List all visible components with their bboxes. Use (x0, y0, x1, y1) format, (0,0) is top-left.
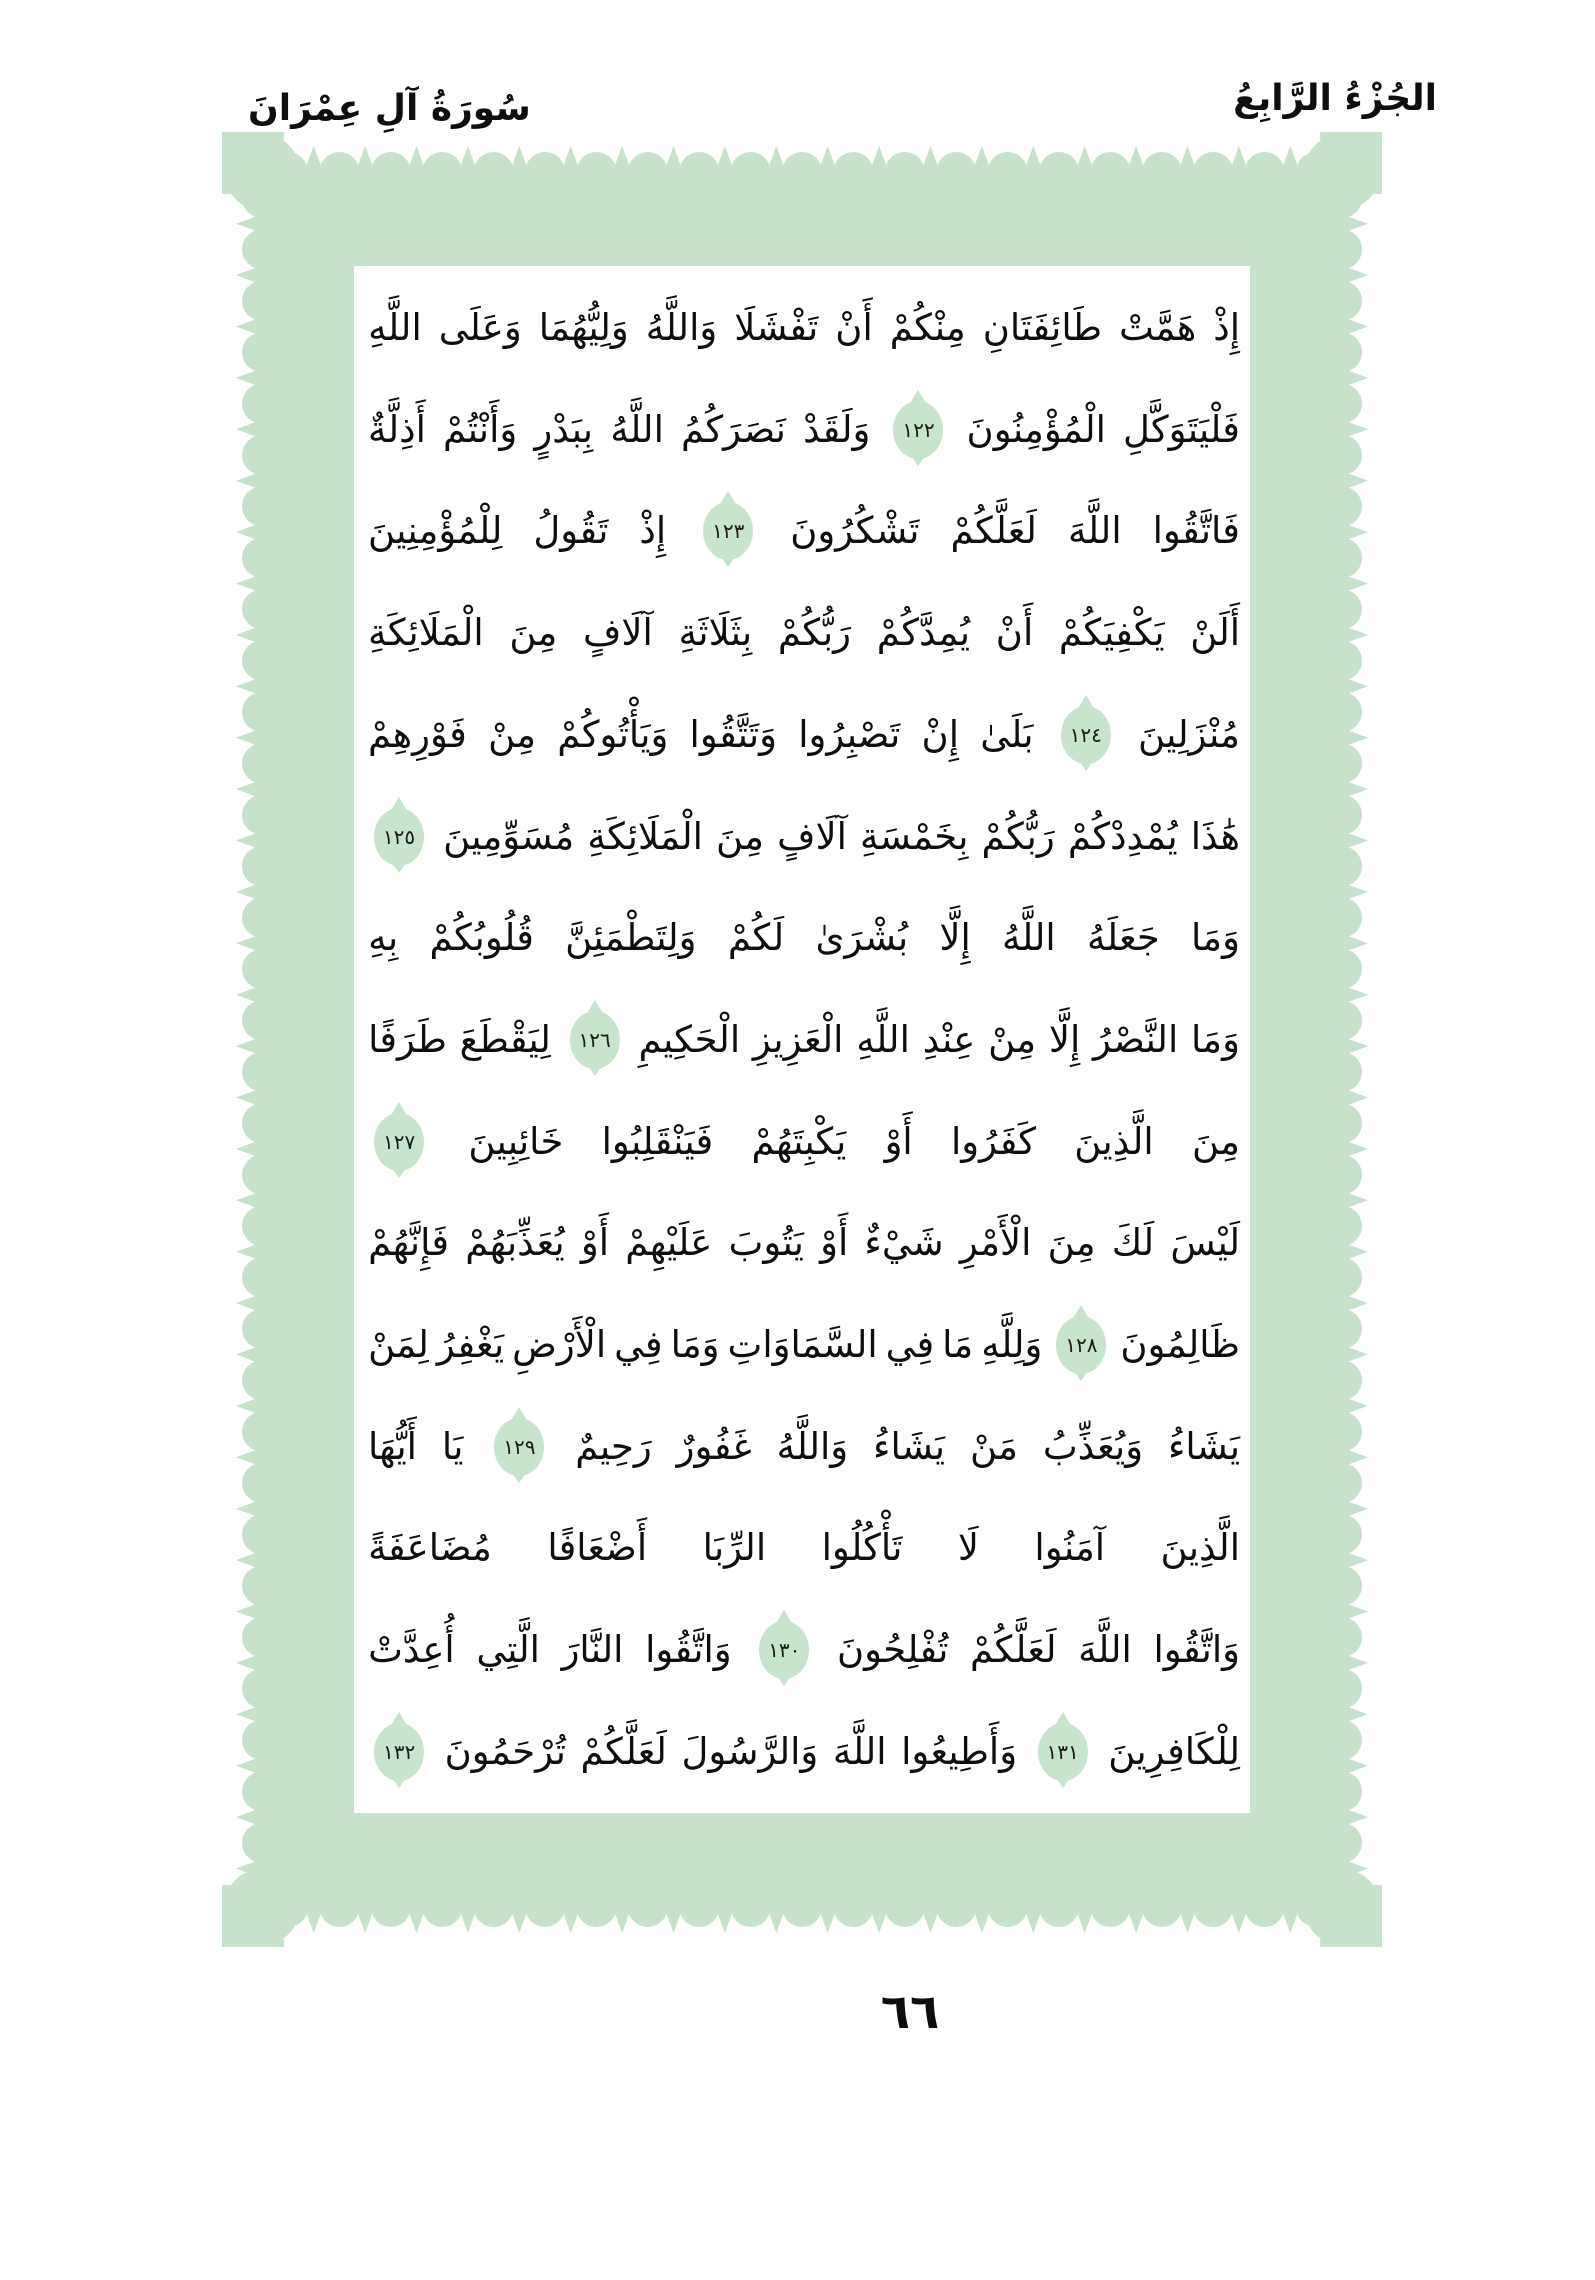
ayah-marker-١٣٠: ١٣٠ (759, 1621, 809, 1679)
word: الْمَلَائِكَةِ (368, 611, 484, 655)
word: لَعَلَّكُمْ (580, 1729, 667, 1773)
juz-title: الجُزْءُ الرَّابِعُ (1233, 78, 1437, 119)
word: السَّمَاوَاتِ (727, 1323, 878, 1367)
word: كَفَرُوا (951, 1119, 1036, 1163)
word: فَيَنْقَلِبُوا (601, 1119, 714, 1163)
word: وَلِلَّهِ (981, 1323, 1043, 1367)
word: اللَّهُ (610, 407, 664, 451)
word: اللَّهَ (832, 1729, 887, 1773)
word: تَصْبِرُوا (798, 712, 901, 756)
word: إِلَّا (1048, 1017, 1081, 1061)
word: وَعَلَى (438, 306, 522, 349)
word: غَفُورٌ (676, 1424, 752, 1468)
quran-line-7 (368, 890, 1240, 986)
word: مِنَ (1047, 1221, 1096, 1265)
word: لِلْمُؤْمِنِينَ (368, 509, 503, 553)
word: إِذْ (1213, 306, 1240, 349)
word: وَمَا (670, 1323, 720, 1367)
word: أَوْ (820, 1221, 849, 1265)
page-number: ٦٦ (880, 1984, 940, 2040)
quran-line-11 (368, 1297, 1240, 1393)
word: نَصَرَكُمُ (680, 407, 786, 451)
word: فَلْيَتَوَكَّلِ (1122, 407, 1240, 451)
word: الرِّبَا (702, 1526, 767, 1570)
word: فَإِنَّهُمْ (368, 1221, 450, 1265)
ayah-marker-١٢٨: ١٢٨ (1056, 1316, 1106, 1374)
word: يَشَاءُ (873, 1424, 946, 1468)
word: بِهِ (368, 916, 399, 960)
word: أَضْعَافًا (547, 1526, 648, 1570)
word: وَأَطِيعُوا (901, 1729, 1018, 1773)
word: يَتُوبَ (728, 1221, 804, 1265)
quran-line-2 (368, 382, 1240, 478)
quran-line-10 (368, 1195, 1240, 1291)
ayah-marker-١٢٥: ١٢٥ (374, 808, 424, 866)
word: وَلِيُّهُمَا (538, 306, 629, 349)
word: لَيْسَ (1170, 1221, 1240, 1265)
word: اللَّهَ (1078, 1628, 1132, 1672)
word: اللَّهِ (368, 306, 422, 349)
word: اللَّهَ (1067, 509, 1122, 553)
word: أَذِلَّةٌ (368, 407, 426, 451)
word: رَبُّكُمْ (777, 611, 852, 655)
word: آمَنُوا (1034, 1526, 1106, 1570)
quran-line-6 (368, 789, 1240, 885)
word: الْأَمْرِ (959, 1221, 1032, 1265)
word: أَنْ (995, 611, 1034, 655)
word: وَمَا (1191, 916, 1240, 960)
ayah-marker-١٢٣: ١٢٣ (703, 502, 753, 560)
word: وَيُعَذِّبُ (1042, 1424, 1144, 1468)
word: مِنْكُمْ (889, 306, 966, 349)
word: آلَافٍ (777, 814, 847, 858)
quran-text-block (368, 280, 1240, 1800)
word: لَكَ (1111, 1221, 1155, 1265)
word: الْعَزِيزِ (752, 1017, 844, 1061)
word: وَتَتَّقُوا (689, 712, 777, 756)
word: تُرْحَمُونَ (444, 1729, 566, 1773)
word: يُمْدِدْكُمْ (1067, 814, 1178, 858)
quran-line-12 (368, 1399, 1240, 1495)
word: إِذْ (639, 509, 667, 553)
word: وَلِتَطْمَئِنَّ (565, 916, 697, 960)
word: النَّارَ (561, 1628, 624, 1672)
ayah-marker-١٣١: ١٣١ (1038, 1723, 1088, 1781)
word: الْمَلَائِكَةِ (587, 814, 703, 858)
word: بَلَىٰ (980, 712, 1034, 756)
ayah-marker-١٢٢: ١٢٢ (893, 401, 943, 459)
word: مُضَاعَفَةً (368, 1526, 492, 1570)
word: يُمِدَّكُمْ (876, 611, 971, 655)
word: يُعَذِّبَهُمْ (465, 1221, 565, 1265)
word: مَا (942, 1323, 974, 1367)
word: خَائِبِينَ (468, 1119, 564, 1163)
quran-line-1 (368, 280, 1240, 376)
quran-line-8 (368, 992, 1240, 1088)
word: مِنْ (988, 1017, 1037, 1061)
word: أَوْ (884, 1119, 913, 1163)
word: وَلَقَدْ (803, 407, 871, 451)
quran-line-4 (368, 585, 1240, 681)
word: إِلَّا (939, 916, 971, 960)
word: فِي (614, 1323, 663, 1367)
word: لَعَلَّكُمْ (950, 509, 1037, 553)
ayah-marker-١٣٢: ١٣٢ (374, 1723, 424, 1781)
word: يَشَاءُ (1168, 1424, 1240, 1468)
ayah-marker-١٢٦: ١٢٦ (570, 1011, 620, 1069)
ayah-marker-١٢٧: ١٢٧ (374, 1113, 424, 1171)
quran-line-15 (368, 1704, 1240, 1800)
word: وَالرَّسُولَ (681, 1729, 819, 1773)
word: الَّذِينَ (1160, 1526, 1240, 1570)
word: لَعَلَّكُمْ (970, 1628, 1057, 1672)
word: تَفْشَلَا (734, 306, 819, 349)
word: بِخَمْسَةِ (859, 814, 969, 858)
word: تُفْلِحُونَ (836, 1628, 949, 1672)
word: بِبَدْرٍ (534, 407, 594, 451)
ayah-marker-١٢٤: ١٢٤ (1061, 706, 1111, 764)
quran-line-14 (368, 1602, 1240, 1698)
word: تَأْكُلُوا (821, 1526, 903, 1570)
word: أَيُّهَا (368, 1424, 417, 1468)
word: وَمَا (1191, 1017, 1240, 1061)
word: يَغْفِرُ (436, 1323, 505, 1367)
word: شَيْءٌ (864, 1221, 944, 1265)
word: الْأَرْضِ (512, 1323, 607, 1367)
quran-line-3 (368, 483, 1240, 579)
word: وَيَأْتُوكُمْ (557, 712, 669, 756)
word: فَوْرِهِمْ (368, 712, 467, 756)
word: مِنَ (1192, 1119, 1240, 1163)
word: وَاتَّقُوا (645, 1628, 732, 1672)
word: أَوْ (580, 1221, 610, 1265)
quran-line-13 (368, 1500, 1240, 1596)
word: الْحَكِيمِ (638, 1017, 741, 1061)
surah-title: سُورَةُ آلِ عِمْرَانَ (248, 88, 531, 129)
word: لِيَقْطَعَ (459, 1017, 551, 1061)
word: اللَّهُ (1002, 916, 1056, 960)
word: لَكُمْ (727, 916, 785, 960)
word: طَائِفَتَانِ (982, 306, 1103, 349)
word: لِمَنْ (368, 1323, 429, 1367)
word: وَأَنْتُمْ (443, 407, 518, 451)
word: وَاللَّهُ (776, 1424, 849, 1468)
word: طَرَفًا (368, 1017, 447, 1061)
word: مِنْ (488, 712, 537, 756)
word: أَلَنْ (1190, 611, 1240, 655)
word: بِثَلَاثَةِ (678, 611, 753, 655)
word: جَعَلَهُ (1086, 916, 1160, 960)
quran-line-5 (368, 687, 1240, 783)
word: يَكْبِتَهُمْ (751, 1119, 847, 1163)
word: رَبُّكُمْ (981, 814, 1055, 858)
word: بُشْرَىٰ (815, 916, 909, 960)
word: أُعِدَّتْ (368, 1628, 455, 1672)
word: مِنَ (716, 814, 764, 858)
word: لِلْكَافِرِينَ (1108, 1729, 1240, 1773)
word: النَّصْرُ (1093, 1017, 1179, 1061)
word: مُسَوِّمِينَ (443, 814, 575, 858)
word: يَا (441, 1424, 464, 1468)
ayah-marker-١٢٩: ١٢٩ (494, 1418, 544, 1476)
quran-line-9 (368, 1094, 1240, 1190)
word: فِي (885, 1323, 935, 1367)
word: أَنْ (835, 306, 873, 349)
word: لَا (957, 1526, 979, 1570)
word: عَلَيْهِمْ (625, 1221, 713, 1265)
word: وَاتَّقُوا (1153, 1628, 1240, 1672)
word: الَّتِي (476, 1628, 540, 1672)
word: مُنْزَلِينَ (1137, 712, 1240, 756)
word: الَّذِينَ (1074, 1119, 1154, 1163)
word: هَٰذَا (1190, 814, 1240, 858)
word: فَاتَّقُوا (1152, 509, 1240, 553)
word: إِنْ (921, 712, 959, 756)
word: يَكْفِيَكُمْ (1058, 611, 1165, 655)
word: مَنْ (969, 1424, 1018, 1468)
word: عِنْدِ (922, 1017, 976, 1061)
word: تَقُولُ (533, 509, 609, 553)
word: ظَالِمُونَ (1120, 1323, 1240, 1367)
word: آلَافٍ (583, 611, 653, 655)
word: الْمُؤْمِنُونَ (966, 407, 1106, 451)
word: وَاللَّهُ (645, 306, 718, 349)
word: قُلُوبُكُمْ (429, 916, 534, 960)
word: رَحِيمٌ (575, 1424, 652, 1468)
word: مِنَ (509, 611, 558, 655)
word: اللَّهِ (856, 1017, 910, 1061)
word: هَمَّتْ (1119, 306, 1197, 349)
word: تَشْكُرُونَ (790, 509, 920, 553)
